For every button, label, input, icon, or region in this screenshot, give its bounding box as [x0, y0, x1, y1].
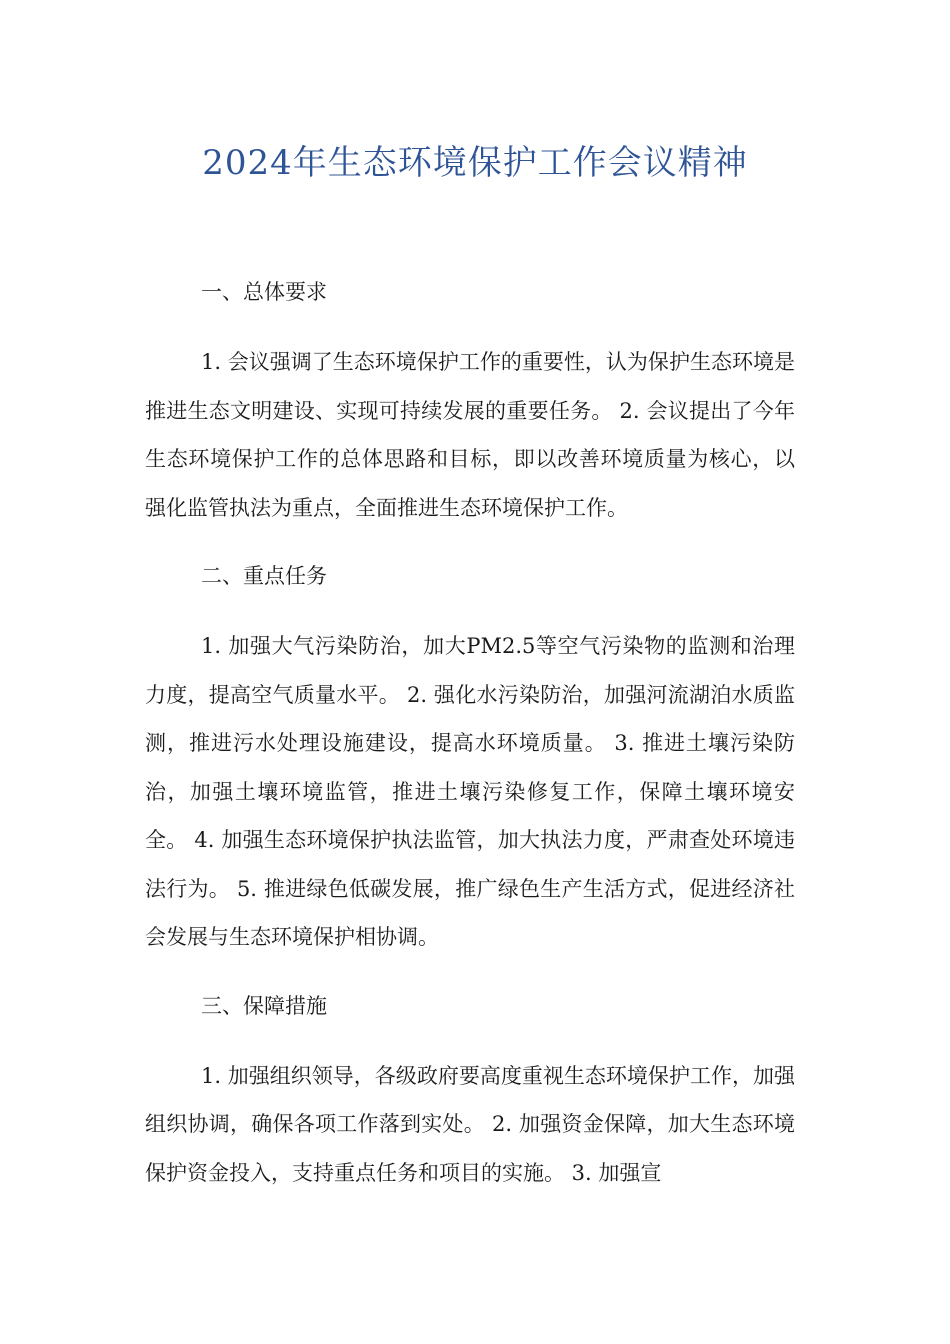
section-heading-overall-requirements: 一、总体要求	[201, 280, 327, 304]
section-body-overall-requirements: 1. 会议强调了生态环境保护工作的重要性，认为保护生态环境是推进生态文明建设、实现可持续发展的重要任务。 2. 会议提出了今年生态环境保护工作的总体思路和目标，即以改善环境质量为核心，以强化监管执法为重点，全面推进生态环境保护工作。	[145, 350, 795, 520]
section-body-safeguard-measures: 1. 加强组织领导，各级政府要高度重视生态环境保护工作，加强组织协调，确保各项工作落到实处。 2. 加强资金保障，加大生态环境保护资金投入，支持重点任务和项目的实施。 3. 加强宣	[145, 1063, 795, 1185]
section-body-key-tasks: 1. 加强大气污染防治，加大PM2.5等空气污染物的监测和治理力度，提高空气质量水平。 2. 强化水污染防治，加强河流湖泊水质监测，推进污水处理设施建设，提高水环境质量。 3. 推进土壤污染防治，加强土壤环境监管，推进土壤污染修复工作，保障土壤环境安全。 4. 加强生态环境保护执法监管，加大执法力度，严肃查处环境违法行为。 5. 推进绿色低碳发展，推广绿色生产生活方式，促进经济社会发展与生态环境保护相协调。	[145, 634, 795, 949]
section-heading-safeguard-measures: 三、保障措施	[201, 993, 327, 1018]
section-heading-key-tasks: 二、重点任务	[201, 564, 327, 588]
document-body	[145, 268, 795, 1197]
page-title: 2024年生态环境保护工作会议精神	[202, 143, 748, 183]
